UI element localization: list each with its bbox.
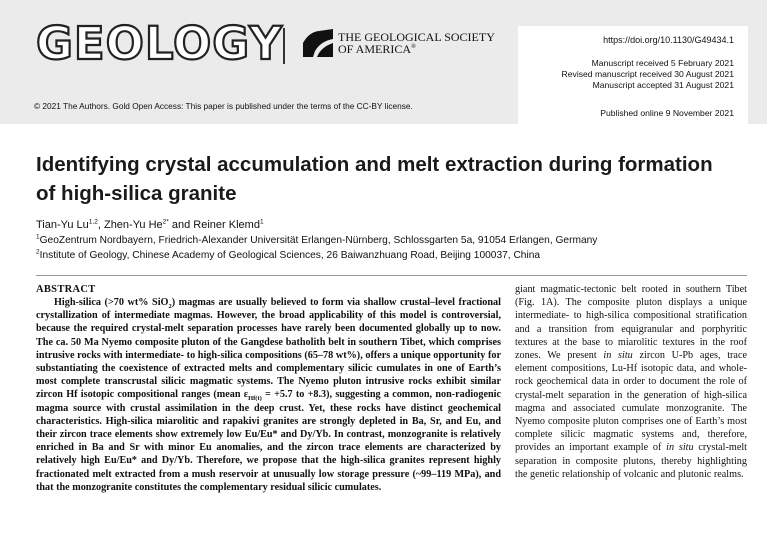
affiliation-1: $^1$GeoZentrum Nordbayern, Friedrich-Alexander Universität Erlangen-Nürnberg, Schlossgarten 5a, 91054 Erlangen, Germany [36,233,598,246]
abstract-heading: ABSTRACT [36,284,96,295]
header-divider [283,28,285,64]
article-title: Identifying crystal accumulation and melt extraction during formation of high-silica granite [36,153,713,205]
revised-date: Revised manuscript received 30 August 2021 [561,69,734,79]
abstract-text: High-silica (>70 wt% SiO$_2$) magmas are usually believed to form via shallow crustal–level fractional crystallization of intermediate magmas. However, the broad applicability of this model is controversial, because the required crystal-melt separation processes have rarely been documented globally up to now. The ca. 50 Ma Nyemo composite pluton of the Gangdese batholith belt in southern Tibet, which comprises intrusive rocks with intermediate- to high-silica compositions (65–78 wt%), offers a unique opportunity for substantiating the coexistence of extracted melts and complementary silicic cumulates in one of Earth’s most complete transcrustal silicic magmatic systems. The Nyemo pluton intrusive rocks exhibit similar zircon Hf isotopic compositional ranges (mean $\varepsilon_{Hf(t)} = +5.7$ to +8.3), suggesting a common, non-radiogenic magma source with crustal assimilation in the deep crust. Yet, these rocks have distinct geochemical characteristics. High-silica miarolitic and rapakivi granites are strongly depleted in Ba, Sr, and Eu, and their zircon trace elements show extremely low Eu/Eu* and Dy/Yb. In contrast, monzogranite is relatively enriched in Ba and Sr with minor Eu anomalies, and the zircon trace elements are characterized by relatively high Eu/Eu* and Dy/Yb. Therefore, we propose that the high-silica granites represent highly fractionated melt extracted from a mush reservoir at unusually low storage pressure (~99–119 MPa), and that the monzogranite constitutes the complementary residual silicic cumulates. [36,297,501,493]
received-date: Manuscript received 5 February 2021 [591,58,734,68]
affiliation-2: $^2$Institute of Geology, Chinese Academy of Geological Sciences, 26 Baiwanzhuang Road, Beijing 100037, China [36,248,541,261]
author-name: Tian-Yu Lu [36,219,89,231]
society-line-1: THE GEOLOGICAL SOCIETY [338,30,495,44]
introduction-text: giant magmatic-tectonic belt rooted in southern Tibet (Fig. 1A). The composite pluton displays a unique intermediate- to high-silica compositional stratification and a transition from equigranular and porphyritic textures at the base to miarolitic textures in the roof zones. We present in situ zircon U-Pb ages, trace element compositions, Lu-Hf isotopic data, and whole-rock geochemical data in order to document the role of crystal-melt separation in the generation of high-silica magma and associated cumulate monzogranite. The Nyemo composite pluton comprises one of Earth’s most complete silicic magmatic systems and, therefore, provides an important example of in situ crystal-melt separation in composite plutons, thereby highlighting the genetic relationship of volcanic and plutonic realms. [515,284,748,480]
journal-logo: GEOLOGY [36,17,283,70]
author-list: Tian-Yu Lu$^{1,2}$, Zhen-Yu $He^{2*}$ and Reiner Klemd$^1$ [36,218,264,231]
author-name: Zhen-Yu He [103,219,163,231]
manuscript-info-card [518,26,748,125]
manuscript-dates [562,58,734,91]
section-divider [36,275,747,276]
published-date: Published online 9 November 2021 [600,108,734,118]
doi-link[interactable]: https://doi.org/10.1130/G49434.1 [603,35,734,45]
society-name [338,31,495,55]
gsa-logo-icon [303,29,333,57]
accepted-date: Manuscript accepted 31 August 2021 [592,80,734,90]
license-notice: © 2021 The Authors. Gold Open Access: This paper is published under the terms of the CC-BY license. [34,101,413,111]
society-line-2: OF AMERICA® [338,42,416,56]
author-name: Reiner Klemd [193,219,260,231]
